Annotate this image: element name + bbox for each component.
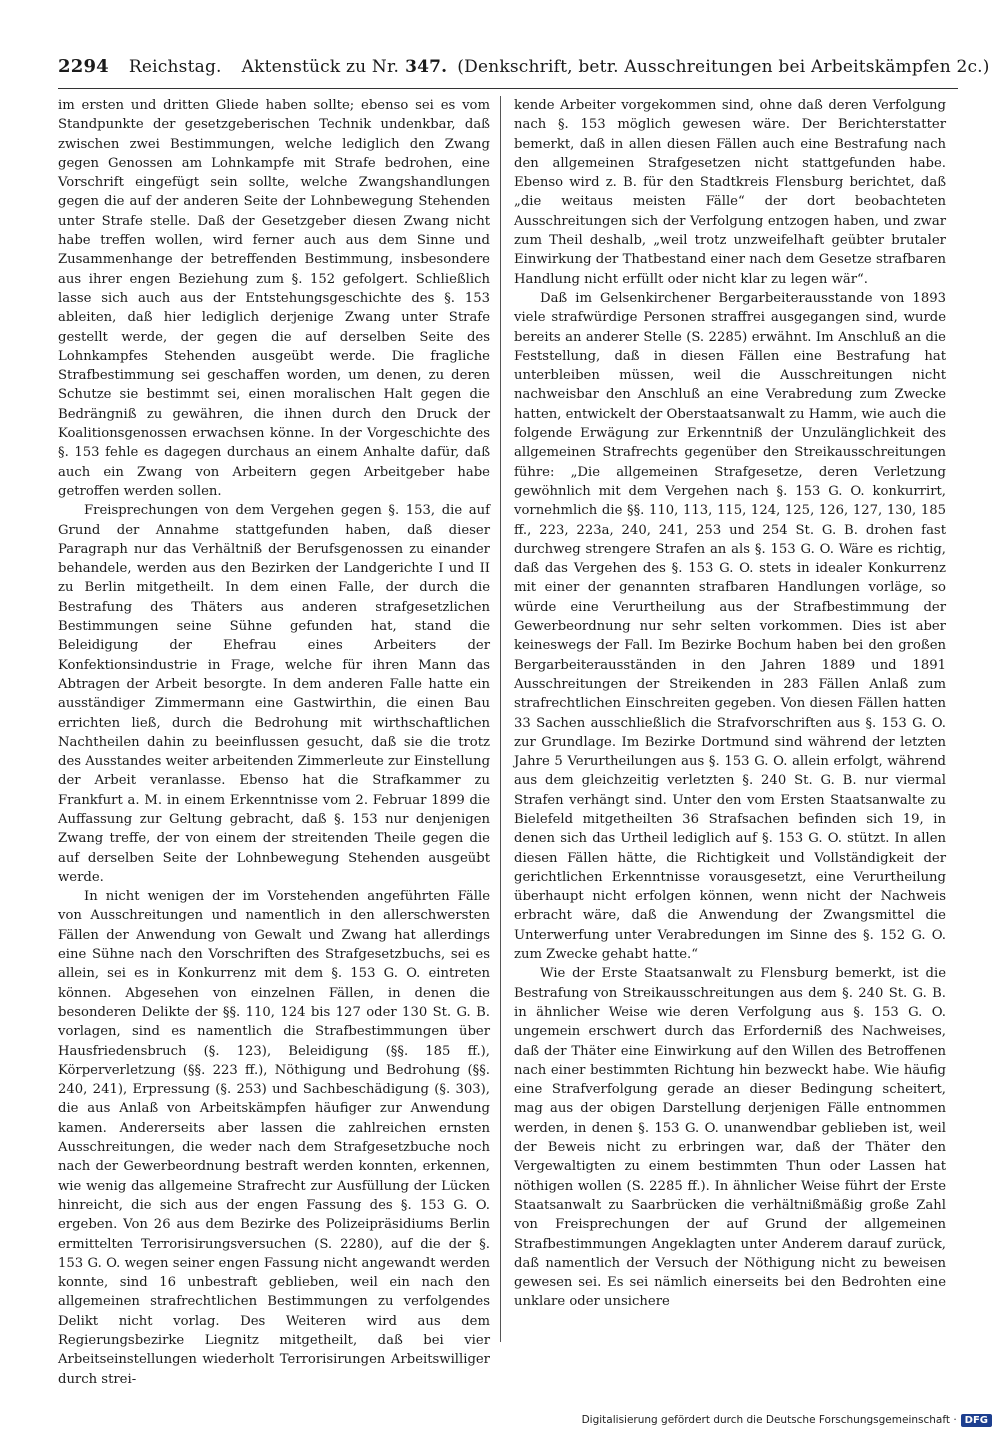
left-paragraph-1: im ersten und dritten Gliede haben sollte; ebenso sei es vom Standpunkte der gesetzgeberischen Technik undenkbar, daß zwischen zwei Bestimmungen, welche lediglich den Zwang gegen Genossen am Lohnkampfe mit Strafe bedrohen, eine Vorschrift eingefügt sein sollte, welche Zwangshandlungen gegen die auf der anderen Seite der Lohnbewegung Stehenden unter Strafe stelle. Daß der Gesetzgeber diesen Zwang nicht habe treffen wollen, wird ferner auch aus dem Sinne und Zusammenhange der betreffenden Bestimmung, insbesondere aus ihrer engen Beziehung zum §. 152 gefolgert. Schließlich lasse sich auch aus der Entstehungsgeschichte des §. 153 ableiten, daß hier lediglich derjenige Zwang unter Strafe gestellt werde, der gegen die auf derselben Seite des Lohnkampfes Stehenden ausgeübt werde. Die fragliche Strafbestimmung sei geschaffen worden, um denen, zu deren Schutze sie bestimmt sei, einen moralischen Halt gegen die Bedrängniß zu gewähren, die ihnen durch den Druck der Koalitionsgenossen erwachsen könne. In der Vorgeschichte des §. 153 fehle es dagegen durchaus an einem Anhalte dafür, daß auch ein Zwang von Arbeitern gegen Arbeitgeber habe getroffen werden sollen. bbox=[58, 98, 490, 499]
right-paragraph-2: Daß im Gelsenkirchener Bergarbeiterausstande von 1893 viele strafwürdige Personen straffrei ausgegangen sind, wurde bereits an anderer Stelle (S. 2285) erwähnt. Im Anschluß an die Feststellung, daß in diesen Fällen eine Bestrafung hat unterbleiben müssen, weil die Ausschreitungen nicht nachweisbar den Anschluß an eine Verabredung zum Zwecke hatten, entwickelt der Oberstaatsanwalt zu Hamm, wie auch die folgende Erwägung zur Erkenntniß der Unzulänglichkeit des allgemeinen Strafrechts gegenüber den Streikausschreitungen führe: „Die allgemeinen Strafgesetze, deren Verletzung gewöhnlich mit dem Vergehen nach §. 153 G. O. konkurrirt, vornehmlich die §§. 110, 113, 115, 124, 125, 126, 127, 130, 185 ff., 223, 223a, 240, 241, 253 und 254 St. G. B. drohen fast durchweg strengere Strafen an als §. 153 G. O. Wäre es richtig, daß das Vergehen des §. 153 G. O. stets in idealer Konkurrenz mit einer der genannten strafbaren Handlungen vorläge, so würde eine Verurtheilung aus der Strafbestimmung der Gewerbeordnung nur sehr selten vorkommen. Dies ist aber keineswegs der Fall. Im Bezirke Bochum haben bei den großen Bergarbeiterausständen in den Jahren 1889 und 1891 Ausschreitungen der Streikenden in 283 Fällen Anlaß zum strafrechtlichen Einschreiten gegeben. Von diesen Fällen hatten 33 Sachen ausschließlich die Strafvorschriften aus §. 153 G. O. zur Grundlage. Im Bezirke Dortmund sind während der letzten Jahre 5 Verurtheilungen aus §. 153 G. O. allein erfolgt, während aus dem gleichzeitig verletzten §. 240 St. G. B. nur viermal Strafen verhängt sind. Unter den vom Ersten Staatsanwalte zu Bielefeld mitgetheilten 36 Strafsachen befinden sich 19, in denen sich das Urtheil lediglich auf §. 153 G. O. stützt. In allen diesen Fällen hätte, die Richtigkeit und Vollständigkeit der gerichtlichen Erkenntnisse vorausgesetzt, eine Verurtheilung überhaupt nicht erfolgen können, wenn nicht der Nachweis erbracht wäre, daß die Anwendung der Zwangsmittel die Unterwerfung unter Verabredungen im Sinne des §. 152 G. O. zum Zwecke gehabt hatte.“ bbox=[514, 290, 946, 963]
running-header bbox=[58, 56, 990, 90]
right-paragraph-3: Wie der Erste Staatsanwalt zu Flensburg bemerkt, ist die Bestrafung von Streikausschreitungen aus dem §. 240 St. G. B. in ähnlicher Weise wie deren Verfolgung aus §. 153 G. O. ungemein erschwert durch das Erforderniß des Nachweises, daß der Thäter eine Einwirkung auf den Willen des Betroffenen nach einer bestimmten Richtung hin bezweckt habe. Wie häufig eine Strafverfolgung gerade an dieser Bedingung scheitert, mag aus der obigen Darstellung derjenigen Fälle entnommen werden, in denen §. 153 G. O. unanwendbar geblieben ist, weil der Beweis nicht zu erbringen war, daß der Thäter den Vergewaltigten zu einem bestimmten Thun oder Lassen hat nöthigen wollen (S. 2285 ff.). In ähnlicher Weise führt der Erste Staatsanwalt zu Saarbrücken die verhältnißmäßig große Zahl von Freisprechungen der auf Grund der allgemeinen Strafbestimmungen Angeklagten unter Anderem darauf zurück, daß namentlich der Versuch der Nöthigung nicht zu beweisen gewesen sei. Es sei nämlich einerseits bei den Bedrohten eine unklare oder unsichere bbox=[514, 966, 946, 1310]
footer-credit-text: Digitalisierung gefördert durch die Deutsche Forschungsgemeinschaft · bbox=[581, 1414, 957, 1426]
header-title-reichstag: Reichstag. bbox=[128, 57, 222, 77]
left-column bbox=[58, 96, 491, 1387]
right-column bbox=[514, 96, 946, 1341]
header-title-aktenstueck: Aktenstück zu Nr. bbox=[241, 57, 400, 77]
header-doc-number: 347. bbox=[405, 57, 448, 77]
digitization-footer bbox=[581, 1412, 992, 1428]
column-divider bbox=[500, 96, 501, 1342]
page-number: 2294 bbox=[58, 56, 109, 77]
left-paragraph-3: In nicht wenigen der im Vorstehenden angeführten Fälle von Ausschreitungen und namentlich in den allerschwersten Fällen der Anwendung von Gewalt und Zwang hat allerdings eine Sühne nach den Vorschriften des Strafgesetzbuchs, sei es allein, sei es in Konkurrenz mit dem §. 153 G. O. eintreten können. Abgesehen von einzelnen Fällen, in denen die besonderen Delikte der §§. 110, 124 bis 127 oder 130 St. G. B. vorlagen, sind es namentlich die Strafbestimmungen über Hausfriedensbruch (§. 123), Beleidigung (§§. 185 ff.), Körperverletzung (§§. 223 ff.), Nöthigung und Bedrohung (§§. 240, 241), Erpressung (§. 253) und Sachbeschädigung (§. 303), die aus Anlaß von Arbeitskämpfen häufiger zur Anwendung kamen. Andererseits aber lassen die zahlreichen ernsten Ausschreitungen, die weder nach dem Strafgesetzbuche noch nach der Gewerbeordnung bestraft werden konnten, erkennen, wie wenig das allgemeine Strafrecht zur Ausfüllung der Lücken hinreicht, die sich aus der engen Fassung des §. 153 G. O. ergeben. Von 26 aus dem Bezirke des Polizeipräsidiums Berlin ermittelten Terrorisirungsversuchen (S. 2280), auf die der §. 153 G. O. wegen seiner engen Fassung nicht angewandt werden konnte, sind 16 unbestraft geblieben, weil ein nach den allgemeinen strafrechtlichen Bestimmungen zu verfolgendes Delikt nicht vorlag. Des Weiteren wird aus dem Regierungsbezirke Liegnitz mitgetheilt, daß bei vier Arbeitseinstellungen wiederholt Terrorisirungen Arbeitswilliger durch strei- bbox=[58, 889, 490, 1387]
left-paragraph-2: Freisprechungen von dem Vergehen gegen §. 153, die auf Grund der Annahme stattgefunden haben, daß dieser Paragraph nur das Verhältniß der Berufsgenossen zu einander behandele, werden aus den Bezirken der Landgerichte I und II zu Berlin mitgetheilt. In dem einen Falle, der durch die Bestrafung des Thäters aus anderen strafgesetzlichen Bestimmungen seine Sühne gefunden hat, stand die Beleidigung der Ehefrau eines Arbeiters der Konfektionsindustrie in Frage, welche für ihren Mann das Abtragen der Arbeit besorgte. In dem anderen Falle hatte ein ausständiger Zimmermann eine Gastwirthin, die einen Bau errichten ließ, durch die Bedrohung mit wirthschaftlichen Nachtheilen dahin zu beeinflussen gesucht, daß sie die trotz des Ausstandes weiter arbeitenden Zimmerleute zur Einstellung der Arbeit veranlasse. Ebenso hat die Strafkammer zu Frankfurt a. M. in einem Erkenntnisse vom 2. Februar 1899 die Auffassung zur Geltung gebracht, daß §. 153 nur denjenigen Zwang treffe, der von einem der streitenden Theile gegen die auf derselben Seite der Lohnbewegung Stehenden ausgeübt werde. bbox=[58, 503, 491, 885]
right-paragraph-1: kende Arbeiter vorgekommen sind, ohne daß deren Verfolgung nach §. 153 möglich gewesen wäre. Der Berichterstatter bemerkt, daß in allen diesen Fällen auch eine Bestrafung nach den allgemeinen Strafgesetzen nicht stattgefunden habe. Ebenso wird z. B. für den Stadtkreis Flensburg berichtet, daß „die weitaus meisten Fälle“ der dort beobachteten Ausschreitungen sich der Verfolgung entzogen haben, und zwar zum Theil deshalb, „weil trotz unzweifelhaft geübter brutaler Einwirkung der Thatbestand einer nach dem Gesetze strafbaren Handlung nicht erfüllt oder nicht klar zu legen wär“. bbox=[514, 98, 946, 287]
header-rule bbox=[58, 88, 958, 89]
header-subtitle: (Denkschrift, betr. Ausschreitungen bei Arbeitskämpfen 2c.) bbox=[457, 57, 990, 77]
dfg-logo-icon: DFG bbox=[961, 1414, 992, 1427]
